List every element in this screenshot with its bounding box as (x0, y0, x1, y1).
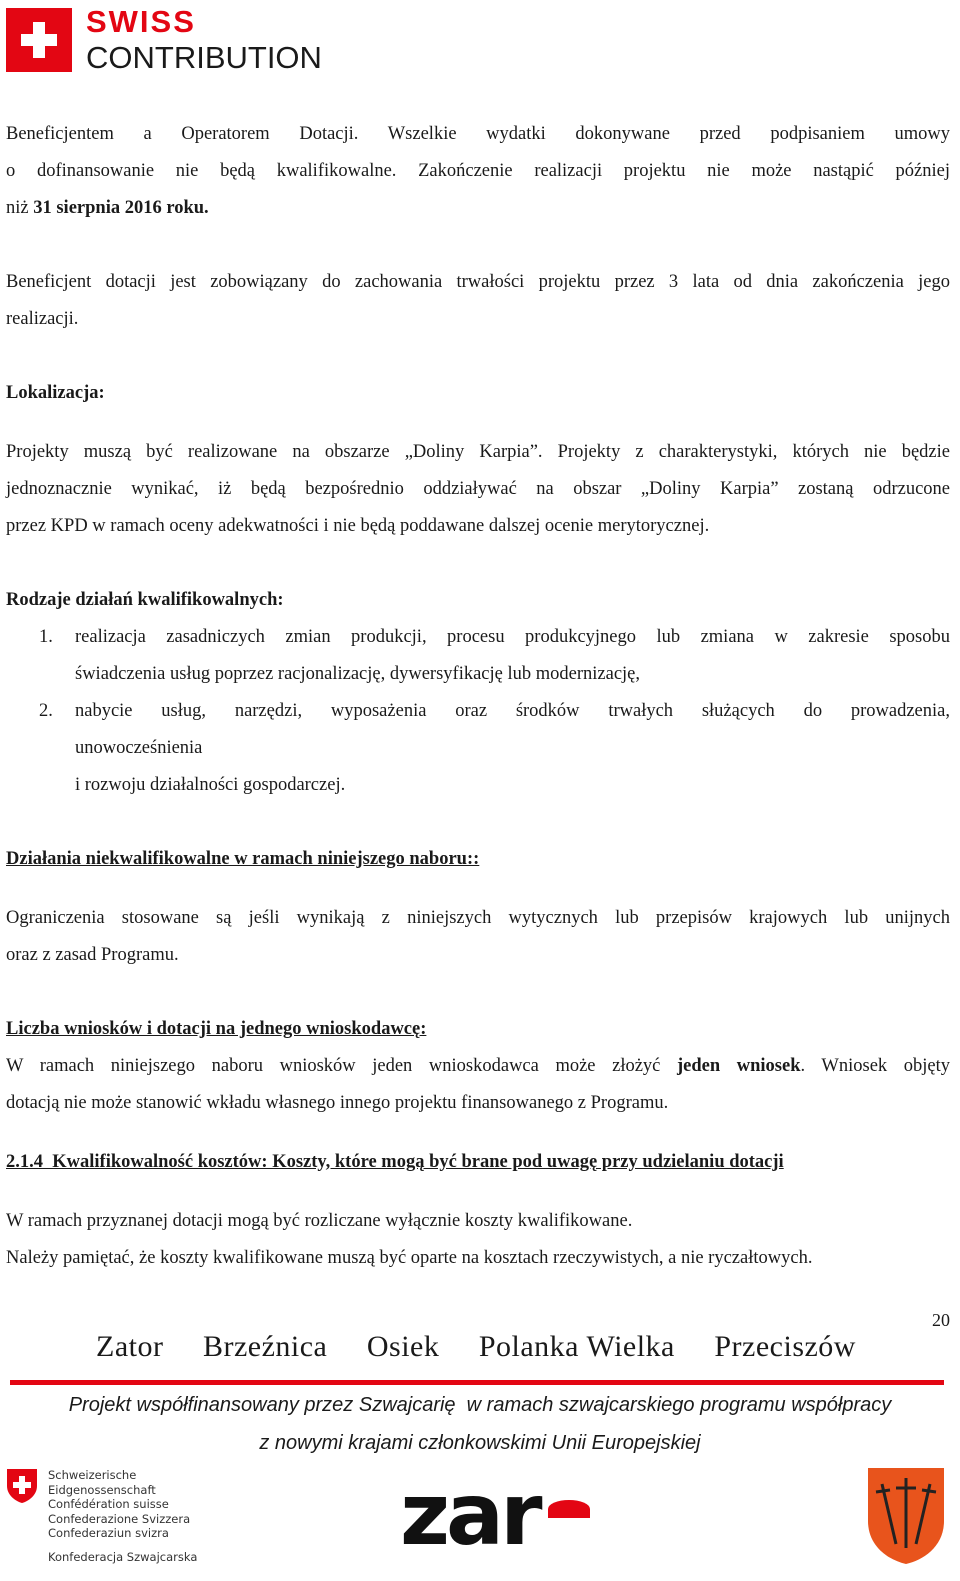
eligible-actions-list (6, 619, 950, 804)
confed-line: Schweizerische Eidgenossenschaft (48, 1468, 156, 1497)
para-3-line-3: przez KPD w ramach oceny adekwatności i nie będą poddawane dalszej ocenie merytorycznej. (6, 516, 710, 536)
footer-divider (10, 1380, 944, 1385)
konfederacja-label: Konfederacja Szwajcarska (48, 1550, 198, 1564)
place-name: Osiek (366, 1330, 440, 1363)
place-name: Przeciszów (714, 1330, 856, 1363)
heading-liczba-wnioskow: Liczba wniosków i dotacji na jednego wnioskodawcę: (6, 1019, 427, 1039)
swiss-confederation-logo (6, 1468, 246, 1578)
list-item-number: 2. (39, 701, 53, 721)
para-3-line-1: Projekty muszą być realizowane na obszarze „Doliny Karpia”. Projekty z charakterystyki, których nie będzie (6, 442, 950, 462)
para-1-line-3 (6, 190, 950, 227)
swiss-contribution-logo (6, 4, 336, 76)
heading-lokalizacja: Lokalizacja: (6, 383, 105, 403)
coat-of-arms-icon (866, 1466, 946, 1566)
zar-red-arc (548, 1500, 590, 1518)
logo-line-1: SWISS (86, 4, 196, 39)
para-1-line-1: Beneficjentem a Operatorem Dotacji. Wszelkie wydatki dokonywane przed podpisaniem umowy (6, 124, 950, 144)
para-3-line-2: jednoznacznie wynikać, iż będą bezpośrednio oddziaływać na obszar „Doliny Karpia” zostaną odrzucone (6, 479, 950, 499)
para-5-text-c: . Wniosek objęty (800, 1056, 950, 1076)
para-5-text-a: W ramach niniejszego naboru wniosków jeden wnioskodawca może złożyć (6, 1056, 677, 1076)
document-body (6, 116, 950, 1277)
heading-rodzaje: Rodzaje działań kwalifikowalnych: (6, 590, 284, 610)
list-item-1-line-1: realizacja zasadniczych zmian produkcji, procesu produkcyjnego lub zmiana w zakresie sposobu (75, 627, 950, 647)
para-6-line-1: W ramach przyznanej dotacji mogą być rozliczane wyłącznie koszty kwalifikowane. (6, 1211, 633, 1231)
list-item-number: 1. (39, 627, 53, 647)
list-item (6, 619, 950, 693)
confed-line: Confederazione Svizzera (48, 1511, 191, 1526)
list-item-2-line-1: nabycie usług, narzędzi, wyposażenia oraz środków trwałych służących do prowadzenia, (75, 701, 950, 721)
page-number: 20 (932, 1310, 950, 1330)
para-1-line-2: o dofinansowanie nie będą kwalifikowalne. Zakończenie realizacji projektu nie może nastąpić później (6, 161, 950, 181)
confed-line: Confédération suisse (48, 1497, 169, 1511)
one-application-bold: jeden wniosek (677, 1056, 801, 1076)
list-item-2-line-3: i rozwoju działalności gospodarczej. (75, 775, 346, 795)
section-2-1-4-heading: 2.1.4 Kwalifikowalność kosztów: Koszty, które mogą być brane pod uwagę przy udzielaniu dotacji (6, 1152, 784, 1172)
para-2-line-1: Beneficjent dotacji jest zobowiązany do zachowania trwałości projektu przez 3 lata od dnia zakończenia jego (6, 272, 950, 292)
para-5-line-2: dotacją nie może stanowić wkładu własnego innego projektu finansowanego z Programu. (6, 1093, 669, 1113)
para-1-line-3-start: niż (6, 198, 34, 218)
cofinancing-line-1: Projekt współfinansowany przez Szwajcarię w ramach szwajcarskiego programu współpracy (68, 1394, 892, 1416)
heading-niekwalifikowalne: Działania niekwalifikowalne w ramach niniejszego naboru:: (6, 849, 480, 869)
zar-logo (400, 1465, 600, 1565)
list-item-2-line-2: unowocześnienia (75, 738, 203, 758)
place-name: Brzeźnica (202, 1330, 328, 1363)
para-6-line-2: Należy pamiętać, że koszty kwalifikowane muszą być oparte na kosztach rzeczywistych, a nie ryczałtowych. (6, 1248, 813, 1268)
list-item-1-line-2: świadczenia usług poprzez racjonalizację, dywersyfikację lub modernizację, (75, 664, 641, 684)
confederation-names (48, 1468, 246, 1541)
confed-line: Confederaziun svizra (48, 1526, 169, 1540)
para-4-line-1: Ograniczenia stosowane są jeśli wynikają z niniejszych wytycznych lub przepisów krajowych lub unijnych (6, 908, 950, 928)
para-2-line-2: realizacji. (6, 309, 79, 329)
deadline-date: 31 sierpnia 2016 roku. (33, 198, 209, 218)
zar-logo-text: zar (400, 1465, 539, 1565)
place-name: Zator (96, 1330, 164, 1363)
swiss-shield-icon (6, 1468, 38, 1504)
list-item (6, 693, 950, 804)
logo-line-2: CONTRIBUTION (86, 40, 322, 75)
swiss-cross-icon (6, 8, 72, 72)
places-row (96, 1330, 856, 1364)
place-name: Polanka Wielka (478, 1330, 675, 1363)
para-4-line-2: oraz z zasad Programu. (6, 945, 179, 965)
para-5-line-1 (6, 1048, 950, 1085)
cofinancing-line-2: z nowymi krajami członkowskimi Unii Europejskiej (259, 1432, 701, 1454)
